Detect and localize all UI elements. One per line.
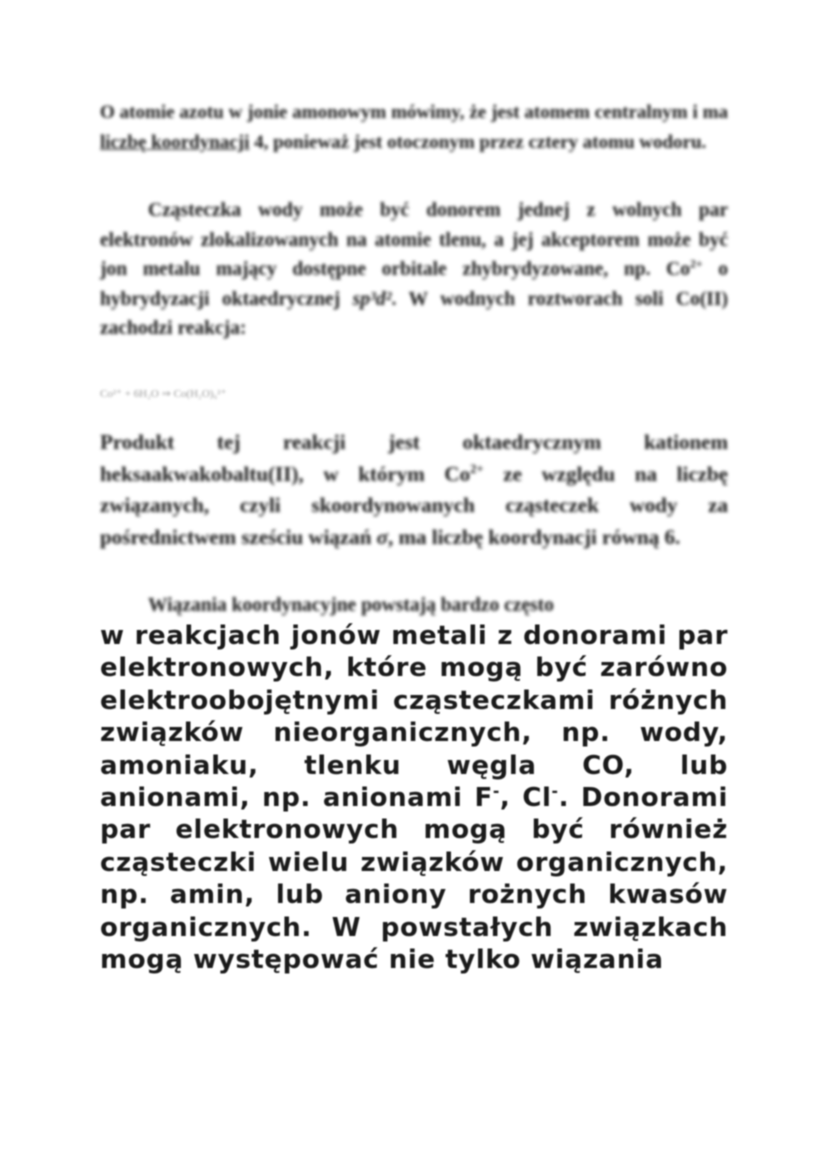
charge-superscript: 2+ [690,257,703,271]
paragraph-coordination-text-a: w reakcjach jonów metali z donorami par elektronowych, które mogą być zarówno elektroobojętnymi cząsteczkami różnych związków nieorganicznych, np. wody, amoniaku, tlenku węgla CO, lub anionami, np. anionami F [100,621,728,814]
paragraph-product-text-a: Produkt tej reakcji jest oktaedrycznym kationem heksaakwakobaltu(II), w którym Co [100,430,728,486]
paragraph-coordination-text-b: , Cl [499,783,552,814]
fluoride-charge: - [492,782,500,801]
paragraph-water-donor [100,196,728,344]
paragraph-product-text-c: , ma liczbę koordynacji równą 6. [388,524,681,549]
paragraph-product [100,427,728,553]
reaction-equation: Co²⁺ + 6H₂O ⇒ Co(H₂O)₆²⁺ [100,388,227,400]
paragraph-ammonium-text-a: O atomie azotu w jonie amonowym mówimy, że jest atomem centralnym i ma [100,102,728,123]
paragraph-ammonium [100,98,728,158]
paragraph-water-text-c: . W wodnych roztworach soli Co(II) zachodzi reakcja: [100,288,728,339]
paragraph-coordination-intro: Wiązania koordynacyjne powstają bardzo często [148,595,554,616]
paragraph-ammonium-text-b: 4, ponieważ jest otoczonym przez cztery atomu wodoru. [249,132,707,153]
chloride-charge: - [551,782,559,801]
paragraph-water-text-a: Cząsteczka wody może być donorem jednej z wolnych par elektronów zlokalizowanych na atomie tlenu, a jej akceptorem może być jon metalu mający dostępne orbitale zhybrydyzowane, np. Co [100,200,728,280]
sigma-symbol: σ [376,524,388,549]
paragraph-water-text-b: o hybrydyzacji oktaedrycznej [100,259,729,310]
paragraph-product-text-b: ze względu na liczbę związanych, czyli skoordynowanych cząsteczek wody za pośrednictwem sześciu wiązań [100,461,728,549]
paragraph-coordination-text-c: . Donorami par elektronowych mogą być również cząsteczki wielu związków organicznych, np. amin, lub aniony rożnych kwasów organicznych. W powstałych związkach mogą występować nie tylko wiązania [100,783,728,976]
charge-superscript: 2+ [470,461,484,476]
hybridization-label: sp³d² [352,288,392,310]
coordination-number-link[interactable]: liczbę koordynacji [100,132,250,153]
paragraph-coordination-main [100,620,728,976]
